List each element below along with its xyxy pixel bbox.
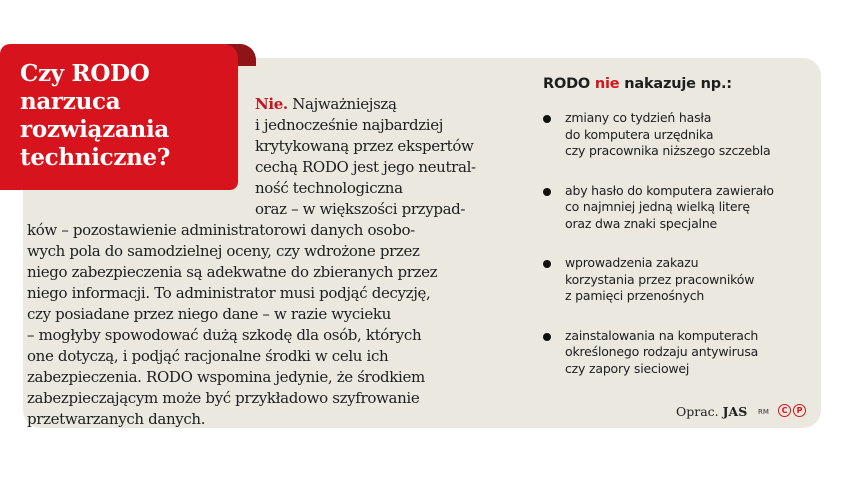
list-item: [543, 110, 813, 160]
answer-line: krytykowaną przez ekspertów: [255, 137, 474, 155]
answer-line: niego zabezpieczenia są adekwatne do zbieranych przez: [27, 263, 438, 281]
credit-prefix: Oprac.: [676, 404, 723, 419]
list-item-line: zmiany co tydzień hasła: [565, 110, 712, 125]
phonogram-icon: P: [793, 404, 806, 417]
answer-line: zabezpieczającym może być przykładowo szyfrowanie: [27, 389, 420, 407]
sidebar-list: [543, 76, 813, 400]
bullet-icon: [543, 115, 551, 123]
list-item-line: co najmniej jedną wielką literę: [565, 199, 750, 214]
answer-line: wych pola do samodzielnej oceny, czy wdrożone przez: [27, 242, 420, 260]
sidebar-title-emphasis: nie: [594, 76, 620, 92]
bullet-icon: [543, 333, 551, 341]
list-item-line: do komputera urzędnika: [565, 126, 714, 142]
list-item: [543, 328, 813, 378]
list-item-line: oraz dwa znaki specjalne: [565, 215, 718, 231]
list-item-line: korzystania przez pracowników: [565, 271, 755, 287]
answer-line: przetwarzanych danych.: [27, 410, 206, 428]
question-line: rozwiązania: [20, 116, 169, 143]
answer-body: [27, 94, 517, 430]
answer-line: one dotyczą, i podjąć racjonalne środki w celu ich: [27, 347, 389, 365]
bullet-icon: [543, 260, 551, 268]
bullet-icon: [543, 188, 551, 196]
list-item-line: zainstalowania na komputerach: [565, 327, 759, 343]
credit-author: JAS: [722, 404, 748, 419]
answer-line: oraz – w większości przypad-: [255, 200, 466, 218]
sidebar-title-text: nakazuje np.:: [619, 76, 732, 92]
answer-line: [27, 94, 517, 115]
list-item-line: czy zapory sieciowej: [565, 360, 690, 376]
answer-line: ność technologiczna: [255, 179, 403, 197]
list-item-line: czy pracownika niższego szczebla: [565, 143, 771, 158]
question-line: techniczne?: [20, 144, 171, 171]
list-item: [543, 255, 813, 305]
list-item-line: aby hasło do komputera zawierało: [565, 182, 774, 198]
author-credit: [676, 404, 747, 419]
sidebar-title-text: RODO: [543, 76, 595, 92]
list-item-line: określonego rodzaju antywirusa: [565, 344, 759, 359]
answer-line: ków – pozostawienie administratorowi danych osobo-: [27, 221, 415, 239]
answer-text: Najważniejszą: [287, 95, 397, 113]
sidebar-title: [543, 76, 813, 92]
answer-line: czy posiadane przez niego dane – w razie wycieku: [27, 305, 391, 323]
question-line: Czy RODO: [20, 60, 150, 87]
answer-line: i jednocześnie najbardziej: [255, 116, 444, 134]
answer-line: cechą RODO jest jego neutral-: [255, 158, 476, 176]
answer-line: – mogłyby spowodować dużą szkodę dla osób, których: [27, 326, 422, 344]
list-item: [543, 183, 813, 233]
answer-line: zabezpieczenia. RODO wspomina jedynie, że środkiem: [27, 368, 425, 386]
question-line: narzuca: [20, 88, 121, 115]
list-item-line: wprowadzenia zakazu: [565, 255, 699, 270]
copyright-icon: C: [778, 404, 791, 417]
list-item-line: z pamięci przenośnych: [565, 288, 705, 303]
answer-line: niego informacji. To administrator musi podjąć decyzję,: [27, 284, 431, 302]
designer-initials: RM: [758, 408, 769, 416]
answer-lead: Nie.: [255, 95, 288, 113]
